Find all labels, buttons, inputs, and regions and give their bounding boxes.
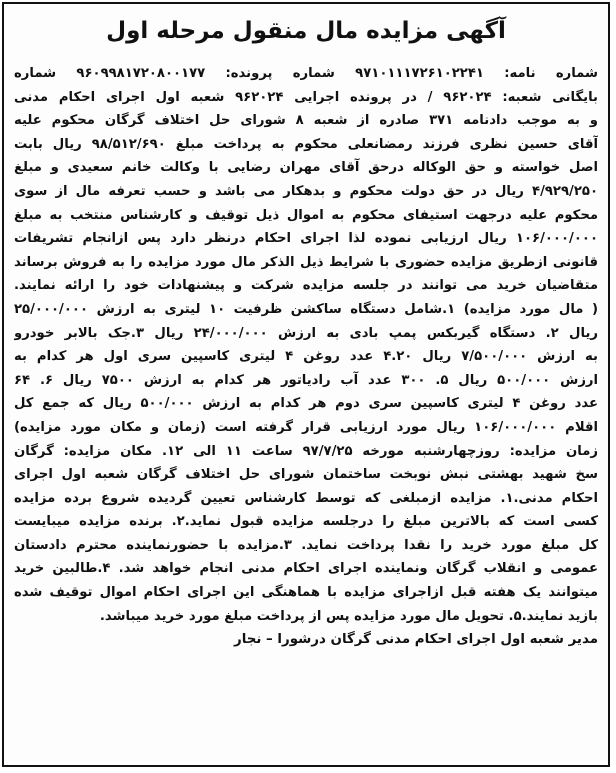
notice-body — [14, 62, 598, 757]
notice-line: ( مال مورد مزایده) ۱.شامل دستگاه ساکشن ظرفیت ۱۰ لیتری به ارزش ۲۵/۰۰۰/۰۰۰ — [14, 301, 598, 317]
notice-line: عمومی و انقلاب گرگان ونماینده اجرای احکام مدنی انجام خواهد شد. ۴.طالبین خرید — [14, 561, 598, 577]
notice-line: عدد روغن ۴ لیتری کاسپین سری دوم هر کدام به ارزش ۵۰۰/۰۰۰ ریال که جمع کل — [14, 396, 598, 412]
notice-line: بازید نمایند.۵. تحویل مال مورد مزایده پس از پرداخت مبلغ مورد خرید میباشد. — [99, 608, 598, 624]
notice-line: اقلام ۱۰۶/۰۰۰/۰۰۰ ریال مورد ارزیابی قرار گرفته است (زمان و مکان مورد مزایده) — [14, 419, 598, 435]
notice-signature: مدیر شعبه اول اجرای احکام مدنی گرگان درشورا – نجار — [233, 632, 598, 648]
notice-line: ریال ۲. دستگاه گیربکس پمپ بادی به ارزش ۲۴/۰۰۰/۰۰۰ ریال ۳.جک بالابر خودرو — [14, 325, 598, 341]
notice-line: زمان مزایده: روزچهارشنبه مورخه ۹۷/۷/۲۵ ساعت ۱۱ الی ۱۲. مکان مزایده: گرگان — [14, 443, 598, 459]
notice-line: آقای حسین نظری فرزند رمضانعلی محکوم به پرداخت مبلغ ۹۸/۵۱۲/۶۹۰ ریال بابت — [14, 136, 598, 152]
notice-line: کل مبلغ مورد خرید را نقدا پرداخت نماید. ۳.مزایده با حضورنماینده محترم دادستان — [14, 537, 598, 553]
notice-line: محکوم علیه درجهت استیفای محکوم به اموال ذیل توقیف و کارشناس منتخب به مبلغ — [14, 207, 598, 223]
notice-line: قانونی ازطریق مزایده حضوری با شرایط ذیل الذکر مال مورد مزایده را به فروش برساند — [14, 254, 598, 270]
notice-line: اصل خواسته و حق الوکاله درحق آقای مهران رضایی با وکالت خانم سعیدی و مبلغ — [14, 160, 598, 176]
notice-line: ۴/۹۲۹/۲۵۰ ریال در حق دولت محکوم و بدهکار می باشد و حسب تعرفه مال از سوی — [14, 183, 598, 199]
notice-line: احکام مدنی.۱. مزایده ازمبلغی که توسط کارشناس تعیین گردیده شروع برده مزایده — [14, 490, 598, 506]
notice-frame — [2, 2, 610, 767]
notice-line: ۱۰۶/۰۰۰/۰۰۰ ریال ارزیابی نموده لذا اجرای احکام درنظر دارد پس ازانجام تشریفات — [14, 231, 598, 247]
notice-line: بایگانی شعبه: ۹۶۲۰۲۴ / در پرونده اجرایی ۹۶۲۰۲۴ شعبه اول اجرای احکام مدنی — [14, 89, 598, 105]
notice-line: شماره نامه: ۹۷۱۰۱۱۱۷۲۶۱۰۲۲۴۱ شماره پرونده: ۹۶۰۹۹۸۱۷۲۰۸۰۰۱۷۷ شماره — [14, 66, 598, 81]
notice-line: سخ شهید بهشتی نبش نوبخت ساختمان شورای حل اختلاف گرگان شعبه اول اجرای — [14, 467, 598, 483]
notice-line: به ارزش ۷/۵۰۰/۰۰۰ ریال ۴.۲۰ عدد روغن ۴ لیتری کاسپین سری اول هر کدام به — [14, 349, 598, 365]
notice-line: و به موجب دادنامه ۳۷۱ صادره از شعبه ۸ شورای حل اختلاف گرگان محکوم علیه — [14, 113, 598, 129]
notice-line: کسی است که بالاترین مبلغ را درجلسه مزایده قبول نماید.۲. برنده مزایده میبایست — [14, 514, 598, 530]
notice-line: متقاضیان خرید می توانند در جلسه مزایده شرکت و پیشنهادات خود را ارائه نمایند. — [14, 278, 598, 294]
notice-title: آگهی مزایده مال منقول مرحله اول — [106, 18, 506, 44]
notice-line: ارزش ۵۰۰/۰۰۰ ریال ۵. ۳۰۰ عدد آب رادیاتور هر کدام به ارزش ۷۵۰۰ ریال ۶. ۶۴ — [14, 372, 598, 388]
notice-line: میتوانند یک هفته قبل ازاجرای مزایده با هماهنگی این اجرای احکام اموال توقیف شده — [14, 585, 598, 601]
